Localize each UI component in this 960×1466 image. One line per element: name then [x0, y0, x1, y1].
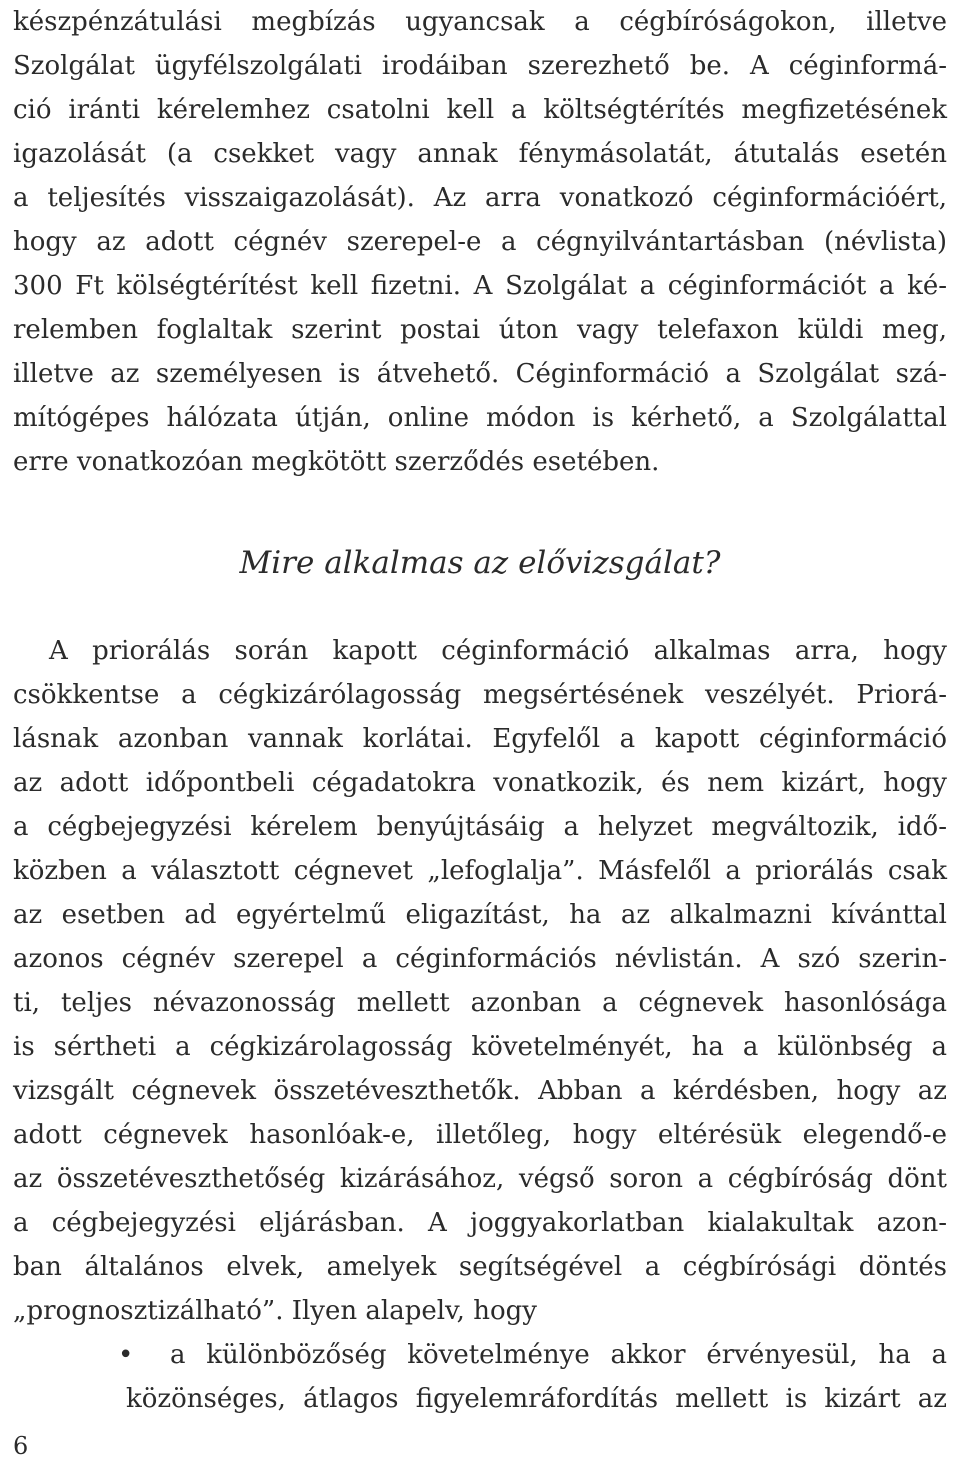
paragraph-line: a cégbejegyzési eljárásban. A joggyakorlatban kialakultak azon- [13, 1208, 947, 1238]
paragraph-line: is sértheti a cégkizárolagosság követelményét, ha a különbség a [13, 1032, 947, 1062]
bullet-text-continued: közönséges, átlagos figyelemráfordítás mellett is kizárt az [126, 1384, 947, 1414]
paragraph-line: illetve az személyesen is átvehető. Céginformáció a Szolgálat szá- [13, 359, 947, 389]
paragraph-line: erre vonatkozóan megkötött szerződés esetében. [13, 447, 660, 477]
paragraph-line: lásnak azonban vannak korlátai. Egyfelől a kapott céginformáció [13, 724, 947, 754]
paragraph-line: az összetéveszthetőség kizárásához, végső soron a cégbíróság dönt [13, 1164, 947, 1194]
paragraph-2 [13, 629, 947, 1333]
bullet-item [13, 1333, 947, 1377]
paragraph-line: az esetben ad egyértelmű eligazítást, ha az alkalmazni kívánttal [13, 900, 947, 930]
paragraph-line: vizsgált cégnevek összetéveszthetők. Abban a kérdésben, hogy az [13, 1076, 947, 1106]
paragraph-line: hogy az adott cégnév szerepel-e a cégnyilvántartásban (névlista) [13, 227, 947, 257]
paragraph-line: a cégbejegyzési kérelem benyújtásáig a helyzet megváltozik, idő- [13, 812, 947, 842]
paragraph-line: ti, teljes névazonosság mellett azonban a cégnevek hasonlósága [13, 988, 947, 1018]
page-number: 6 [13, 1432, 29, 1460]
paragraph-line: az adott időpontbeli cégadatokra vonatkozik, és nem kizárt, hogy [13, 768, 947, 798]
paragraph-line: adott cégnevek hasonlóak-e, illetőleg, hogy eltérésük elegendő-e [13, 1120, 947, 1150]
section-heading: Mire alkalmas az elővizsgálat? [239, 545, 721, 581]
paragraph-line: azonos cégnév szerepel a céginformációs névlistán. A szó szerin- [13, 944, 947, 974]
bullet-list [13, 1333, 947, 1421]
paragraph-line: relemben foglaltak szerint postai úton vagy telefaxon küldi meg, [13, 315, 947, 345]
paragraph-line: Szolgálat ügyfélszolgálati irodáiban szerezhető be. A céginformá- [13, 51, 947, 81]
paragraph-line: 300 Ft kölségtérítést kell fizetni. A Szolgálat a céginformációt a ké- [13, 271, 947, 301]
paragraph-line: a teljesítés visszaigazolását). Az arra vonatkozó céginformációért, [13, 183, 947, 213]
paragraph-line: csökkentse a cégkizárólagosság megsértésének veszélyét. Priorá- [13, 680, 947, 710]
bullet-text: a különbözőség követelménye akkor érvényesül, ha a [170, 1340, 947, 1370]
paragraph-line: készpénzátulási megbízás ugyancsak a cégbíróságokon, illetve [13, 7, 947, 37]
paragraph-line: mítógépes hálózata útján, online módon is kérhető, a Szolgálattal [13, 403, 947, 433]
paragraph-line: ció iránti kérelemhez csatolni kell a költségtérítés megfizetésének [13, 95, 947, 125]
paragraph-1 [13, 0, 947, 484]
paragraph-line: igazolását (a csekket vagy annak fénymásolatát, átutalás esetén [13, 139, 947, 169]
bullet-icon: • [118, 1340, 134, 1370]
page-body [13, 0, 947, 1421]
paragraph-line: A priorálás során kapott céginformáció alkalmas arra, hogy [49, 636, 947, 666]
paragraph-line: közben a választott cégnevet „lefoglalja”. Másfelől a priorálás csak [13, 856, 947, 886]
paragraph-line: „prognosztizálható”. Ilyen alapelv, hogy [13, 1296, 537, 1326]
paragraph-line: ban általános elvek, amelyek segítségével a cégbírósági döntés [13, 1252, 947, 1282]
